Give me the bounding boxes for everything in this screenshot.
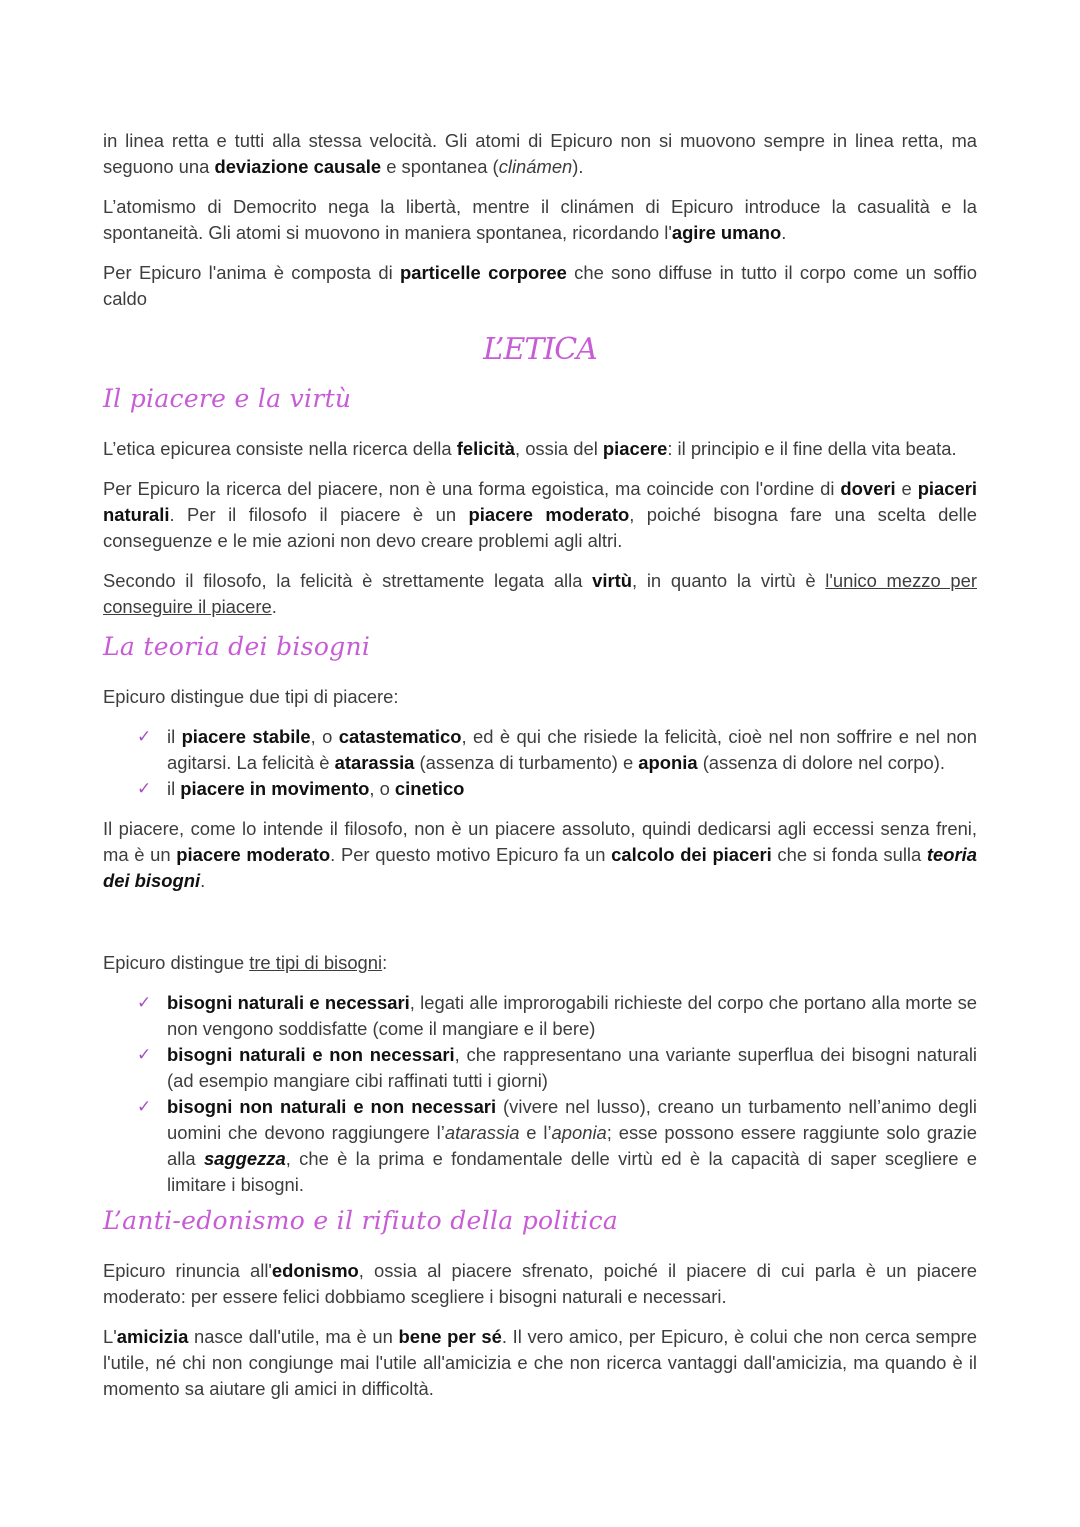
text: Epicuro distingue xyxy=(103,952,250,973)
section-heading-anti-edonismo: L’anti-edonismo e il rifiuto della politica xyxy=(103,1206,619,1235)
list-item xyxy=(137,776,977,802)
text: , ed è qui che risiede la felicità, cioè nel non soffrire e nel non agitarsi. La felicità è xyxy=(167,726,978,773)
text: : xyxy=(382,952,388,973)
list-tipi-bisogni xyxy=(103,990,977,1198)
paragraph-ricerca-piacere xyxy=(103,476,977,554)
list-item xyxy=(137,990,977,1042)
list-item xyxy=(137,1094,977,1198)
text: che sono diffuse in tutto il corpo come un soffio caldo xyxy=(103,262,977,309)
text: nasce dall'utile, ma è un xyxy=(188,1326,399,1347)
text: il xyxy=(167,778,181,799)
underlined-term: l'unico mezzo per conseguire il piacere xyxy=(103,570,977,617)
text: ; esse possono essere raggiunte solo grazie alla xyxy=(167,1122,977,1169)
bold-term: agire umano xyxy=(671,222,782,243)
text: il xyxy=(167,726,182,747)
bold-term: aponia xyxy=(638,752,698,773)
italic-term: atarassia xyxy=(444,1122,520,1143)
paragraph-etica-epicurea xyxy=(103,436,977,462)
bold-term: bisogni non naturali e non necessari xyxy=(167,1096,497,1117)
text: , o xyxy=(369,778,395,799)
bold-term: particelle corporee xyxy=(400,262,567,283)
page-title: L’ETICA xyxy=(483,332,597,367)
paragraph-piacere-moderato xyxy=(103,816,977,894)
text: (vivere nel lusso), creano un turbamento nell’animo degli uomini che devono raggiungere l’ xyxy=(167,1096,977,1143)
list-item xyxy=(137,1042,977,1094)
list-item xyxy=(137,724,977,776)
text: Epicuro rinuncia all' xyxy=(103,1260,272,1281)
bold-term: bisogni naturali e necessari xyxy=(167,992,410,1013)
bold-term: edonismo xyxy=(271,1260,359,1281)
text: . Per questo motivo Epicuro fa un xyxy=(330,844,612,865)
bold-term: calcolo dei piaceri xyxy=(611,844,772,865)
text: , che rappresentano una variante superflua dei bisogni naturali (ad esempio mangiare cibi raffinati tutti i giorni) xyxy=(167,1044,977,1091)
bold-term: catastematico xyxy=(338,726,462,747)
bold-term: piacere xyxy=(602,438,668,459)
bold-term: felicità xyxy=(456,438,515,459)
bold-term: doveri xyxy=(840,478,896,499)
italic-term: aponia xyxy=(551,1122,607,1143)
text: e spontanea ( xyxy=(381,156,499,177)
text: . Il vero amico, per Epicuro, è colui che non cerca sempre l'utile, né chi non congiunge mai l'utile all'amicizia e che non ricerca vantaggi dall'amicizia, ma quando è il momento sa aiutare gli amici in difficoltà. xyxy=(103,1326,977,1399)
text: Per Epicuro l'anima è composta di xyxy=(103,262,401,283)
text: . Per il filosofo il piacere è un xyxy=(169,504,469,525)
text: , in quanto la virtù è xyxy=(632,570,826,591)
text: . xyxy=(200,870,206,891)
text: e xyxy=(895,478,918,499)
text: e l’ xyxy=(519,1122,552,1143)
text: (assenza di dolore nel corpo). xyxy=(697,752,945,773)
paragraph-edonismo xyxy=(103,1258,977,1310)
check-icon: ✓ xyxy=(137,727,152,747)
italic-term: clinámen xyxy=(498,156,573,177)
check-icon: ✓ xyxy=(137,993,152,1013)
check-icon: ✓ xyxy=(137,779,152,799)
paragraph-amicizia xyxy=(103,1324,977,1402)
paragraph-atomi-deviazione xyxy=(103,128,977,180)
text: : il principio e il fine della vita beata. xyxy=(667,438,957,459)
paragraph-due-tipi-piacere: Epicuro distingue due tipi di piacere: xyxy=(103,686,399,707)
document-page xyxy=(103,128,977,1416)
bold-term: piaceri naturali xyxy=(103,478,977,525)
text: che si fonda sulla xyxy=(771,844,927,865)
text: , ossia al piacere sfrenato, poiché il piacere di cui parla è un piacere moderato: per essere felici dobbiamo scegliere i bisogni naturali e necessari. xyxy=(103,1260,978,1307)
text: ). xyxy=(572,156,584,177)
bold-term: atarassia xyxy=(334,752,415,773)
bold-term: bene per sé xyxy=(398,1326,502,1347)
text: , legati alle improrogabili richieste del corpo che portano alla morte se non vengono soddisfatte (come il mangiare e il bere) xyxy=(167,992,978,1039)
text: L’atomismo di Democrito nega la libertà, mentre il clinámen di Epicuro introduce la casualità e la spontaneità. Gli atomi si muovono in maniera spontanea, ricordando l' xyxy=(103,196,977,243)
text: , o xyxy=(310,726,339,747)
text: Per Epicuro la ricerca del piacere, non è una forma egoistica, ma coincide con l'ordine di xyxy=(103,478,841,499)
section-heading-piacere-virtu: Il piacere e la virtù xyxy=(103,384,352,413)
bold-term: piacere moderato xyxy=(468,504,630,525)
bold-italic-term: saggezza xyxy=(203,1148,286,1169)
text: Secondo il filosofo, la felicità è strettamente legata alla xyxy=(103,570,593,591)
text: . xyxy=(781,222,787,243)
paragraph-felicita-virtu xyxy=(103,568,977,620)
bold-term: piacere moderato xyxy=(176,844,331,865)
paragraph-tre-tipi-bisogni xyxy=(103,950,977,976)
section-heading-teoria-bisogni: La teoria dei bisogni xyxy=(103,632,371,661)
check-icon: ✓ xyxy=(137,1097,152,1117)
bold-italic-term: teoria dei bisogni xyxy=(103,844,978,891)
bold-term: piacere in movimento xyxy=(180,778,370,799)
text: , ossia del xyxy=(514,438,603,459)
text: L' xyxy=(103,1326,117,1347)
paragraph-atomismo-democrito xyxy=(103,194,977,246)
text: in linea retta e tutti alla stessa velocità. Gli atomi di Epicuro non si muovono sempre in linea retta, ma seguono una xyxy=(103,130,977,177)
underlined-term: tre tipi di bisogni xyxy=(249,952,383,973)
bold-term: deviazione causale xyxy=(214,156,382,177)
check-icon: ✓ xyxy=(137,1045,152,1065)
text: . xyxy=(271,596,277,617)
bold-term: cinetico xyxy=(394,778,465,799)
bold-term: virtù xyxy=(592,570,633,591)
text: , che è la prima e fondamentale delle virtù ed è la capacità di saper scegliere e limitare i bisogni. xyxy=(167,1148,977,1195)
list-tipi-piacere xyxy=(103,724,977,802)
bold-term: amicizia xyxy=(116,1326,189,1347)
text: Il piacere, come lo intende il filosofo, non è un piacere assoluto, quindi dedicarsi agli eccessi senza freni, ma è un xyxy=(103,818,977,865)
text: L’etica epicurea consiste nella ricerca della xyxy=(103,438,457,459)
paragraph-anima xyxy=(103,260,977,312)
bold-term: piacere stabile xyxy=(181,726,311,747)
text: (assenza di turbamento) e xyxy=(414,752,639,773)
text: , poiché bisogna fare una scelta delle conseguenze e le mie azioni non devo creare problemi agli altri. xyxy=(103,504,977,551)
bold-term: bisogni naturali e non necessari xyxy=(167,1044,455,1065)
